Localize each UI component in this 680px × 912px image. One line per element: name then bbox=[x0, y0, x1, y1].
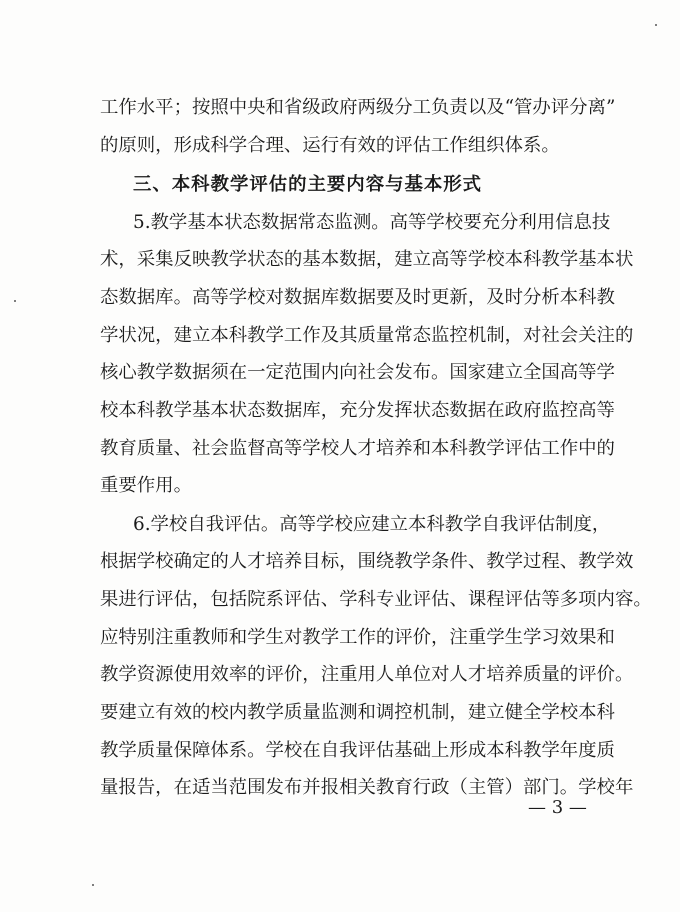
text-line: 根据学校确定的人才培养目标，围绕教学条件、教学过程、教学效 bbox=[100, 551, 634, 572]
text-line: 量报告，在适当范围发布并报相关教育行政（主管）部门。学校年 bbox=[100, 777, 634, 798]
text-line: 应特别注重教师和学生对教学工作的评价，注重学生学习效果和 bbox=[100, 627, 615, 648]
paragraph-first-line: 6.学校自我评估。高等学校应建立本科教学自我评估制度， bbox=[133, 514, 611, 535]
text-line: 教育质量、社会监督高等学校人才培养和本科教学评估工作中的 bbox=[100, 438, 615, 459]
paragraph-first-line: 5.教学基本状态数据常态监测。高等学校要充分利用信息技 bbox=[133, 212, 611, 233]
text-line: 态数据库。高等学校对数据库数据要及时更新，及时分析本科教 bbox=[100, 287, 615, 308]
scan-speck bbox=[92, 884, 94, 886]
text-line: 校本科教学基本状态数据库，充分发挥状态数据在政府监控高等 bbox=[100, 400, 615, 421]
text-line: 教学质量保障体系。学校在自我评估基础上形成本科教学年度质 bbox=[100, 740, 615, 761]
text-line: 工作水平；按照中央和省级政府两级分工负责以及“管办评分离” bbox=[100, 97, 616, 118]
text-line: 教学资源使用效率的评价，注重用人单位对人才培养质量的评价。 bbox=[100, 664, 634, 685]
scan-speck bbox=[14, 300, 16, 302]
text-line: 要建立有效的校内教学质量监测和调控机制，建立健全学校本科 bbox=[100, 702, 615, 723]
scan-speck bbox=[655, 24, 657, 26]
text-line: 学状况，建立本科教学工作及其质量常态监控机制，对社会关注的 bbox=[100, 325, 634, 346]
text-line: 果进行评估，包括院系评估、学科专业评估、课程评估等多项内容。 bbox=[100, 589, 652, 610]
page-number: — 3 — bbox=[528, 797, 587, 818]
text-line: 术，采集反映教学状态的基本数据，建立高等学校本科教学基本状 bbox=[100, 249, 634, 270]
section-heading: 三、本科教学评估的主要内容与基本形式 bbox=[133, 174, 483, 195]
text-line: 重要作用。 bbox=[100, 475, 192, 496]
text-line: 核心教学数据须在一定范围内向社会发布。国家建立全国高等学 bbox=[100, 362, 615, 383]
text-line: 的原则，形成科学合理、运行有效的评估工作组织体系。 bbox=[100, 135, 560, 156]
